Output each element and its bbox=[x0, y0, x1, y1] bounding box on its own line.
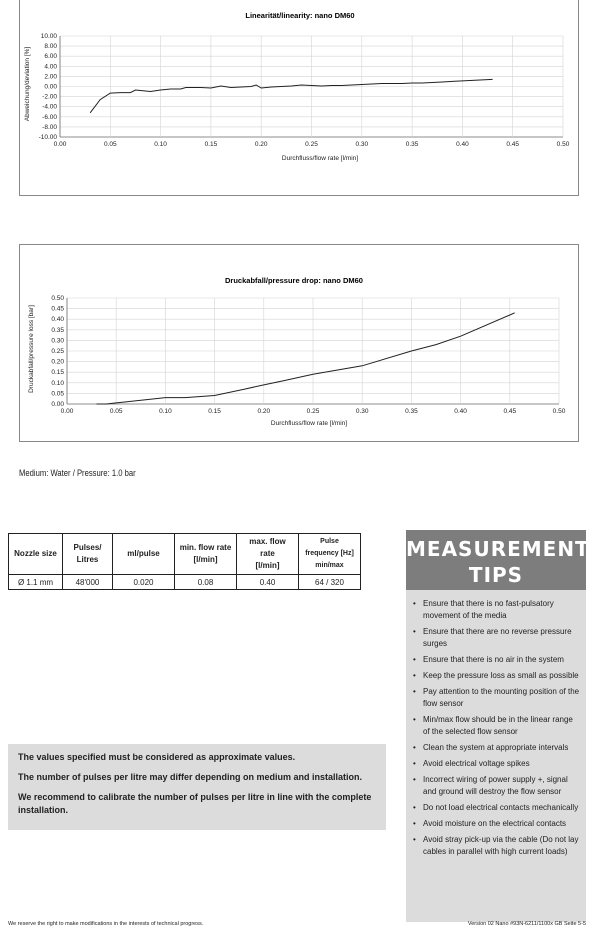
pressure-drop-x-tick-label: 0.25 bbox=[306, 408, 320, 415]
linearity-y-tick-label: -8.00 bbox=[42, 123, 57, 131]
linearity-x-tick-label: 0.00 bbox=[53, 141, 67, 148]
list-item: • Avoid electrical voltage spikes bbox=[412, 758, 580, 770]
cell-pulse-frequency: 64 / 320 bbox=[299, 575, 361, 590]
pressure-drop-x-tick-label: 0.00 bbox=[60, 408, 74, 415]
list-item: • Incorrect wiring of power supply +, signal and ground will destroy the flow sensor bbox=[412, 774, 580, 798]
pressure-drop-chart-x-ticks bbox=[61, 408, 566, 415]
pressure-drop-y-tick-label: 0.35 bbox=[51, 326, 64, 334]
cell-max-flow: 0.40 bbox=[237, 575, 299, 590]
pressure-drop-series-line bbox=[97, 313, 515, 404]
pressure-drop-x-tick-label: 0.20 bbox=[257, 408, 271, 415]
linearity-y-tick-label: 2.00 bbox=[44, 73, 57, 81]
linearity-y-tick-label: -2.00 bbox=[42, 93, 57, 101]
pressure-drop-x-tick-label: 0.10 bbox=[159, 408, 172, 415]
pressure-drop-chart-y-ticks bbox=[51, 295, 64, 408]
pressure-drop-chart-grid bbox=[67, 298, 559, 404]
linearity-chart-x-label: Durchfluss/flow rate [l/min] bbox=[281, 155, 359, 162]
pressure-drop-y-tick-label: 0.50 bbox=[51, 295, 64, 302]
pressure-drop-x-tick-label: 0.40 bbox=[454, 408, 467, 415]
linearity-y-tick-label: 10.00 bbox=[40, 33, 57, 40]
pressure-drop-x-tick-label: 0.45 bbox=[503, 408, 517, 415]
cell-ml-pulse: 0.020 bbox=[113, 575, 175, 590]
linearity-y-tick-label: 4.00 bbox=[44, 63, 57, 71]
linearity-x-tick-label: 0.30 bbox=[355, 141, 369, 148]
linearity-x-tick-label: 0.15 bbox=[204, 141, 218, 148]
note-approximate: The values specified must be considered as approximate values. bbox=[18, 752, 296, 762]
cell-nozzle-size: Ø 1.1 mm bbox=[9, 575, 63, 590]
list-item: • Ensure that there is no air in the system bbox=[412, 654, 580, 666]
list-item: • Keep the pressure loss as small as possible bbox=[412, 670, 580, 682]
header-max-flow: max. flow rate [l/min] bbox=[237, 534, 299, 575]
spec-table bbox=[8, 533, 361, 590]
linearity-chart-y-ticks bbox=[39, 33, 58, 141]
header-min-flow: min. flow rate [l/min] bbox=[175, 534, 237, 575]
linearity-x-tick-label: 0.10 bbox=[154, 141, 167, 148]
linearity-series-line bbox=[90, 79, 492, 112]
linearity-y-tick-label: 0.00 bbox=[44, 83, 57, 91]
pressure-drop-chart-x-label: Durchfluss/flow rate [l/min] bbox=[270, 420, 348, 427]
list-item: • Pay attention to the mounting position of the flow sensor bbox=[412, 686, 580, 710]
linearity-chart-x-ticks bbox=[54, 141, 570, 148]
spec-table-header-row bbox=[9, 534, 361, 575]
list-item: • Min/max flow should be in the linear range of the selected flow sensor bbox=[412, 714, 580, 738]
pressure-drop-y-tick-label: 0.30 bbox=[51, 337, 64, 345]
medium-note: Medium: Water / Pressure: 1.0 bar bbox=[19, 468, 136, 478]
cell-pulses-litres: 48'000 bbox=[63, 575, 113, 590]
pressure-drop-y-tick-label: 0.40 bbox=[51, 316, 64, 324]
note-pulses-vary: The number of pulses per litre may differ depending on medium and installation. bbox=[18, 772, 363, 782]
linearity-y-tick-label: -10.00 bbox=[38, 134, 57, 141]
linearity-chart-grid bbox=[60, 36, 563, 137]
pressure-drop-chart-svg bbox=[20, 245, 580, 443]
table-row bbox=[9, 575, 361, 590]
tips-list bbox=[406, 590, 586, 858]
linearity-y-tick-label: 8.00 bbox=[44, 43, 57, 51]
pressure-drop-y-tick-label: 0.20 bbox=[51, 358, 64, 366]
list-item: • Ensure that there is no fast-pulsatory movement of the media bbox=[412, 598, 580, 622]
cell-min-flow: 0.08 bbox=[175, 575, 237, 590]
measurement-tips-title: MEASUREMENT TIPS bbox=[406, 530, 586, 590]
header-nozzle-size-label: Nozzle size bbox=[14, 549, 57, 558]
linearity-x-tick-label: 0.45 bbox=[506, 141, 520, 148]
linearity-x-tick-label: 0.35 bbox=[405, 141, 419, 148]
footer-disclaimer: We reserve the right to make modifications in the interests of technical progress. bbox=[8, 921, 204, 927]
linearity-x-tick-label: 0.25 bbox=[305, 141, 318, 148]
header-ml-pulse bbox=[113, 534, 175, 575]
pressure-drop-y-tick-label: 0.45 bbox=[51, 305, 64, 313]
linearity-x-tick-label: 0.50 bbox=[556, 141, 570, 148]
header-ml-pulse-label: ml/pulse bbox=[127, 549, 160, 558]
pressure-drop-y-tick-label: 0.05 bbox=[51, 390, 64, 398]
pressure-drop-x-tick-label: 0.30 bbox=[355, 408, 369, 415]
linearity-y-tick-label: -4.00 bbox=[42, 103, 57, 111]
linearity-x-tick-label: 0.20 bbox=[254, 141, 268, 148]
list-item: • Clean the system at appropriate intervals bbox=[412, 742, 580, 754]
measurement-tips-panel bbox=[406, 530, 590, 922]
header-pulses-litres: Pulses/ Litres bbox=[63, 534, 113, 575]
linearity-chart-svg bbox=[20, 0, 580, 196]
pressure-drop-chart-title: Druckabfall/pressure drop: nano DM60 bbox=[225, 276, 363, 285]
note-calibrate: We recommend to calibrate the number of pulses per litre in line with the complete installation. bbox=[18, 792, 372, 815]
pressure-drop-chart-y-label: Druckabfall/pressure loss [bar] bbox=[28, 305, 35, 393]
pressure-drop-x-tick-label: 0.05 bbox=[109, 408, 123, 415]
list-item: • Ensure that there are no reverse pressure surges bbox=[412, 626, 580, 650]
pressure-drop-y-tick-label: 0.10 bbox=[51, 379, 64, 387]
pressure-drop-x-tick-label: 0.50 bbox=[552, 408, 566, 415]
linearity-y-tick-label: 6.00 bbox=[44, 53, 57, 61]
pressure-drop-x-tick-label: 0.15 bbox=[208, 408, 221, 415]
linearity-chart-title: Linearität/linearity: nano DM60 bbox=[245, 11, 355, 20]
linearity-x-tick-label: 0.40 bbox=[456, 141, 469, 148]
list-item: • Do not load electrical contacts mechanically bbox=[412, 802, 580, 814]
header-nozzle-size bbox=[9, 534, 63, 575]
linearity-x-tick-label: 0.05 bbox=[103, 141, 117, 148]
header-pulse-frequency: Pulse frequency [Hz] min/max bbox=[299, 534, 361, 575]
linearity-chart-y-label: Abweichung/deviation [%] bbox=[24, 46, 31, 122]
pressure-drop-y-tick-label: 0.25 bbox=[51, 348, 64, 355]
approximate-values-note bbox=[8, 744, 386, 830]
list-item: • Avoid moisture on the electrical contacts bbox=[412, 818, 580, 830]
list-item: • Avoid stray pick-up via the cable (Do not lay cables in parallel with high current loads) bbox=[412, 834, 580, 858]
pressure-drop-y-tick-label: 0.00 bbox=[51, 401, 64, 408]
pressure-drop-y-tick-label: 0.15 bbox=[51, 369, 64, 377]
linearity-chart bbox=[19, 0, 579, 196]
footer-version: Version 02 Nano #93N-6211/1100x GB Seite 5-5 bbox=[467, 921, 586, 927]
pressure-drop-chart bbox=[19, 244, 579, 442]
pressure-drop-x-tick-label: 0.35 bbox=[405, 408, 418, 415]
linearity-y-tick-label: -6.00 bbox=[42, 113, 57, 121]
